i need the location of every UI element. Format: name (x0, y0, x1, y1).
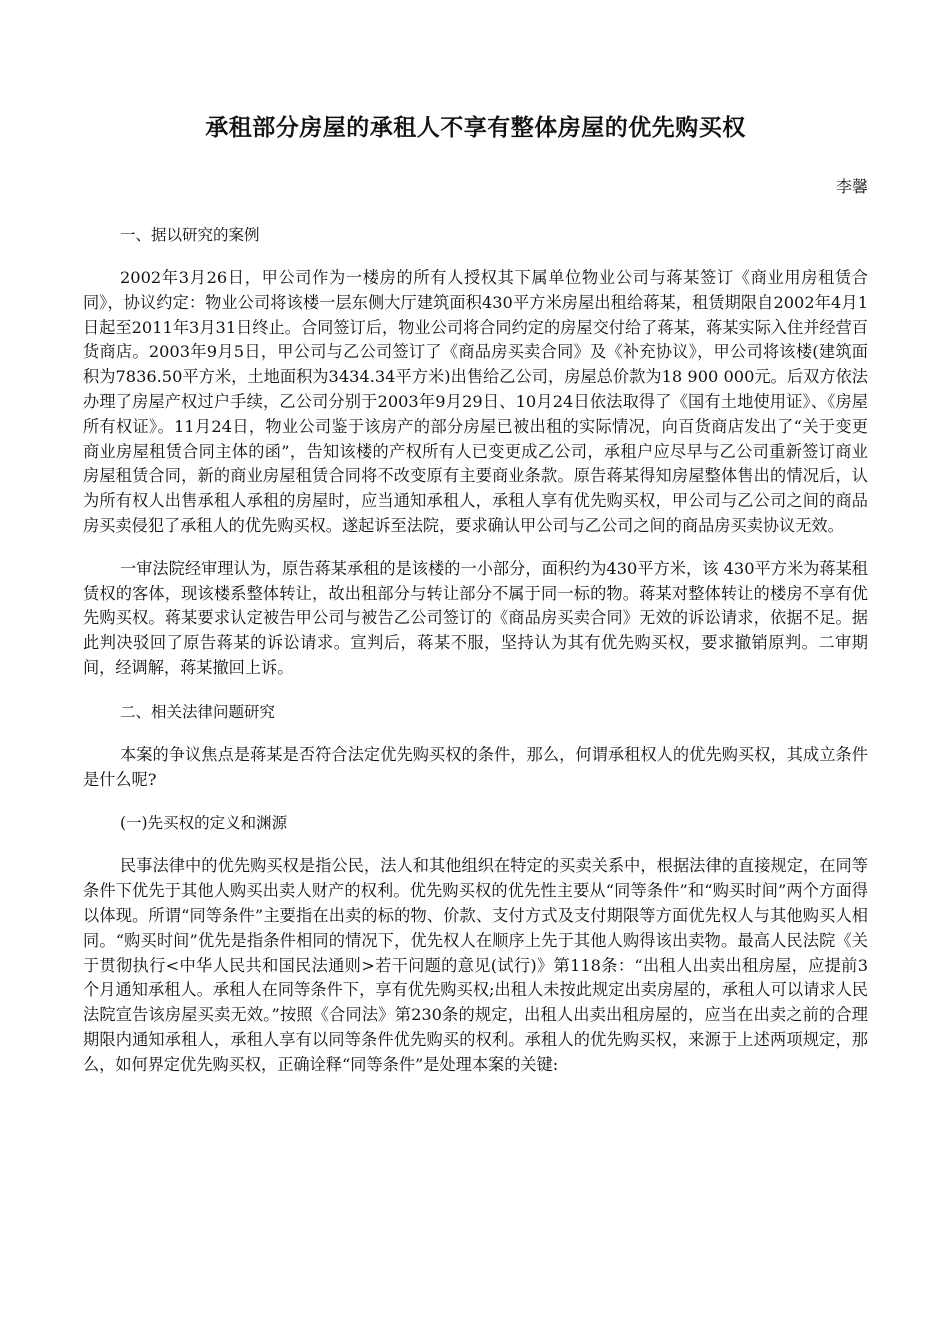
body-paragraph: 本案的争议焦点是蒋某是否符合法定优先购买权的条件，那么，何谓承租权人的优先购买权，其成立条件是什么呢? (83, 744, 868, 789)
section-heading: 一、据以研究的案例 (120, 226, 260, 244)
document-title: 承租部分房屋的承租人不享有整体房屋的优先购买权 (205, 115, 746, 141)
subsection-heading: (一)先买权的定义和渊源 (120, 814, 288, 833)
author-name: 李馨 (835, 177, 868, 196)
body-paragraph: 2002年3月26日，甲公司作为一楼房的所有人授权其下属单位物业公司与蒋某签订《商业用房租赁合同》，协议约定：物业公司将该楼一层东侧大厅建筑面积430平方米房屋出租给蒋某，租赁期限自2002年4月1日起至2011年3月31日终止。合同签订后，物业公司将合同约定的房屋交付给了蒋某，蒋某实际入住并经营百货商店。2003年9月5日，甲公司与乙公司签订了《商品房买卖合同》及《补充协议》，甲公司将该楼(建筑面积为7836.50平方米，土地面积为3434.34平方米)出售给乙公司，房屋总价款为18 900 000元。后双方依法办理了房屋产权过户手续，乙公司分别于2003年9月29日、10月24日依法取得了《国有土地使用证》、《房屋所有权证》。11月24日，物业公司鉴于该房产的部分房屋已被出租的实际情况，向百货商店发出了“关于变更商业房屋租赁合同主体的函”，告知该楼的产权所有人已变更成乙公司，承租户应尽早与乙公司重新签订商业房屋租赁合同，新的商业房屋租赁合同将不改变原有主要商业条款。原告蒋某得知房屋整体售出的情况后，认为所有权人出售承租人承租的房屋时，应当通知承租人，承租人享有优先购买权，甲公司与乙公司之间的商品房买卖侵犯了承租人的优先购买权。遂起诉至法院，要求确认甲公司与乙公司之间的商品房买卖协议无效。 (83, 268, 868, 535)
document-body (83, 222, 868, 1096)
section-heading: 二、相关法律问题研究 (120, 702, 276, 721)
body-paragraph: 一审法院经审理认为，原告蒋某承租的是该楼的一小部分，面积约为430平方米，该 430平方米为蒋某租赁权的客体，现该楼系整体转让，故出租部分与转让部分不属于同一标的物。蒋某对整体转让的楼房不享有优先购买权。蒋某要求认定被告甲公司与被告乙公司签订的《商品房买卖合同》无效的诉讼请求，依据不足。据此判决驳回了原告蒋某的诉讼请求。宣判后，蒋某不服，坚持认为其有优先购买权，要求撤销原判。二审期间，经调解，蒋某撤回上诉。 (83, 558, 868, 677)
body-paragraph: 民事法律中的优先购买权是指公民，法人和其他组织在特定的买卖关系中，根据法律的直接规定，在同等条件下优先于其他人购买出卖人财产的权利。优先购买权的优先性主要从“同等条件”和“购买时间”两个方面得以体现。所谓“同等条件”主要指在出卖的标的物、价款、支付方式及支付期限等方面优先权人与其他购买人相同。“购买时间”优先是指条件相同的情况下，优先权人在顺序上先于其他人购得该出卖物。最高人民法院《关于贯彻执行<中华人民共和国民法通则>若干问题的意见(试行)》第118条：“出租人出卖出租房屋，应提前3个月通知承租人。承租人在同等条件下，享有优先购买权;出租人未按此规定出卖房屋的，承租人可以请求人民法院宣告该房屋买卖无效。”按照《合同法》第230条的规定，出租人出卖出租房屋的，应当在出卖之前的合理期限内通知承租人，承租人享有以同等条件优先购买的权利。承租人的优先购买权，来源于上述两项规定，那么，如何界定优先购买权，正确诠释“同等条件”是处理本案的关键: (83, 856, 868, 1074)
